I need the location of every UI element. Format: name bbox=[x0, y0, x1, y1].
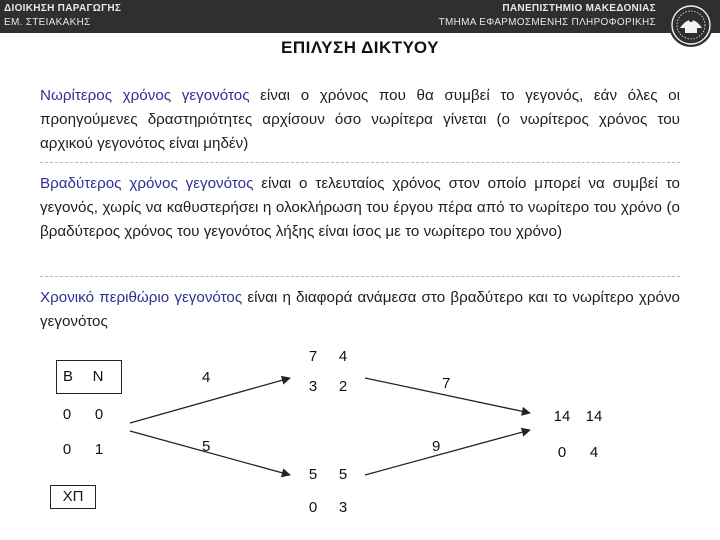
divider-2 bbox=[40, 276, 680, 277]
slide-title: ΕΠΙΛΥΣΗ ΔΙΚΤΥΟΥ bbox=[281, 38, 439, 57]
paragraph-earliest-time bbox=[40, 84, 680, 156]
definition-latest-time: είναι ο τελευταίος χρόνος στον οποίο μπορεί να συμβεί το γεγονός, χωρίς να καθυστερήσει η ολοκλήρωση του έργου πέρα από το νωρίτερο του χρόνο (ο βραδύτερος χρόνος του γεγονότος λήξης είναι ίσος με το νωρίτερο του χρόνο) bbox=[40, 175, 681, 240]
course-title: ΔΙΟΙΚΗΣΗ ΠΑΡΑΓΩΓΗΣ bbox=[4, 3, 122, 14]
duration-lower-end: 9 bbox=[432, 438, 441, 455]
end-value-3: 0 bbox=[557, 444, 567, 461]
network-diagram bbox=[0, 335, 720, 540]
paragraph-latest-time bbox=[40, 172, 680, 244]
start-late-time: 0 bbox=[94, 406, 104, 423]
upper-late-time: 4 bbox=[338, 348, 348, 365]
department-name: ΤΜΗΜΑ ΕΦΑΡΜΟΣΜΕΝΗΣ ΠΛΗΡΟΦΟΡΙΚΗΣ bbox=[438, 17, 656, 28]
upper-value-3: 3 bbox=[308, 378, 318, 395]
divider-1 bbox=[40, 162, 680, 163]
term-latest-time: Βραδύτερος χρόνος γεγονότος bbox=[40, 175, 254, 192]
end-value-4: 4 bbox=[589, 444, 599, 461]
start-early-time: 0 bbox=[62, 406, 72, 423]
start-value-4: 1 bbox=[94, 441, 104, 458]
upper-early-time: 7 bbox=[308, 348, 318, 365]
duration-upper-end: 7 bbox=[442, 375, 451, 392]
duration-start-upper: 4 bbox=[202, 369, 211, 386]
definition-earliest-time: είναι ο χρόνος που θα συμβεί το γεγονός, εάν όλες οι προηγούμενες δραστηριότητες αρχίσουν όσο νωρίτερα γίνεται (ο νωρίτερος χρόνος του αρχικού γεγονότος είναι μηδέν) bbox=[40, 87, 680, 152]
lower-value-3: 0 bbox=[308, 499, 318, 516]
lower-early-time: 5 bbox=[308, 466, 318, 483]
duration-start-lower: 5 bbox=[202, 438, 211, 455]
legend-early: Β bbox=[62, 368, 73, 385]
lower-value-4: 3 bbox=[338, 499, 348, 516]
author-name: ΕΜ. ΣΤΕΙΑΚΑΚΗΣ bbox=[4, 17, 91, 28]
legend-late: Ν bbox=[92, 368, 104, 385]
upper-value-4: 2 bbox=[338, 378, 348, 395]
end-late-time: 14 bbox=[585, 408, 603, 425]
lower-late-time: 5 bbox=[338, 466, 348, 483]
paragraph-slack bbox=[40, 286, 680, 334]
term-earliest-time: Νωρίτερος χρόνος γεγονότος bbox=[40, 87, 250, 104]
university-name: ΠΑΝΕΠΙΣΤΗΜΙΟ ΜΑΚΕΔΟΝΙΑΣ bbox=[502, 3, 656, 14]
end-early-time: 14 bbox=[553, 408, 571, 425]
arrow-lower-end bbox=[365, 430, 530, 475]
definition-slack: είναι η διαφορά ανάμεσα στο βραδύτερο και το νωρίτερο χρόνο γεγονότος bbox=[40, 289, 680, 330]
slack-label: ΧΠ bbox=[50, 485, 96, 509]
start-value-3: 0 bbox=[62, 441, 72, 458]
term-slack: Χρονικό περιθώριο γεγονότος bbox=[40, 289, 243, 306]
